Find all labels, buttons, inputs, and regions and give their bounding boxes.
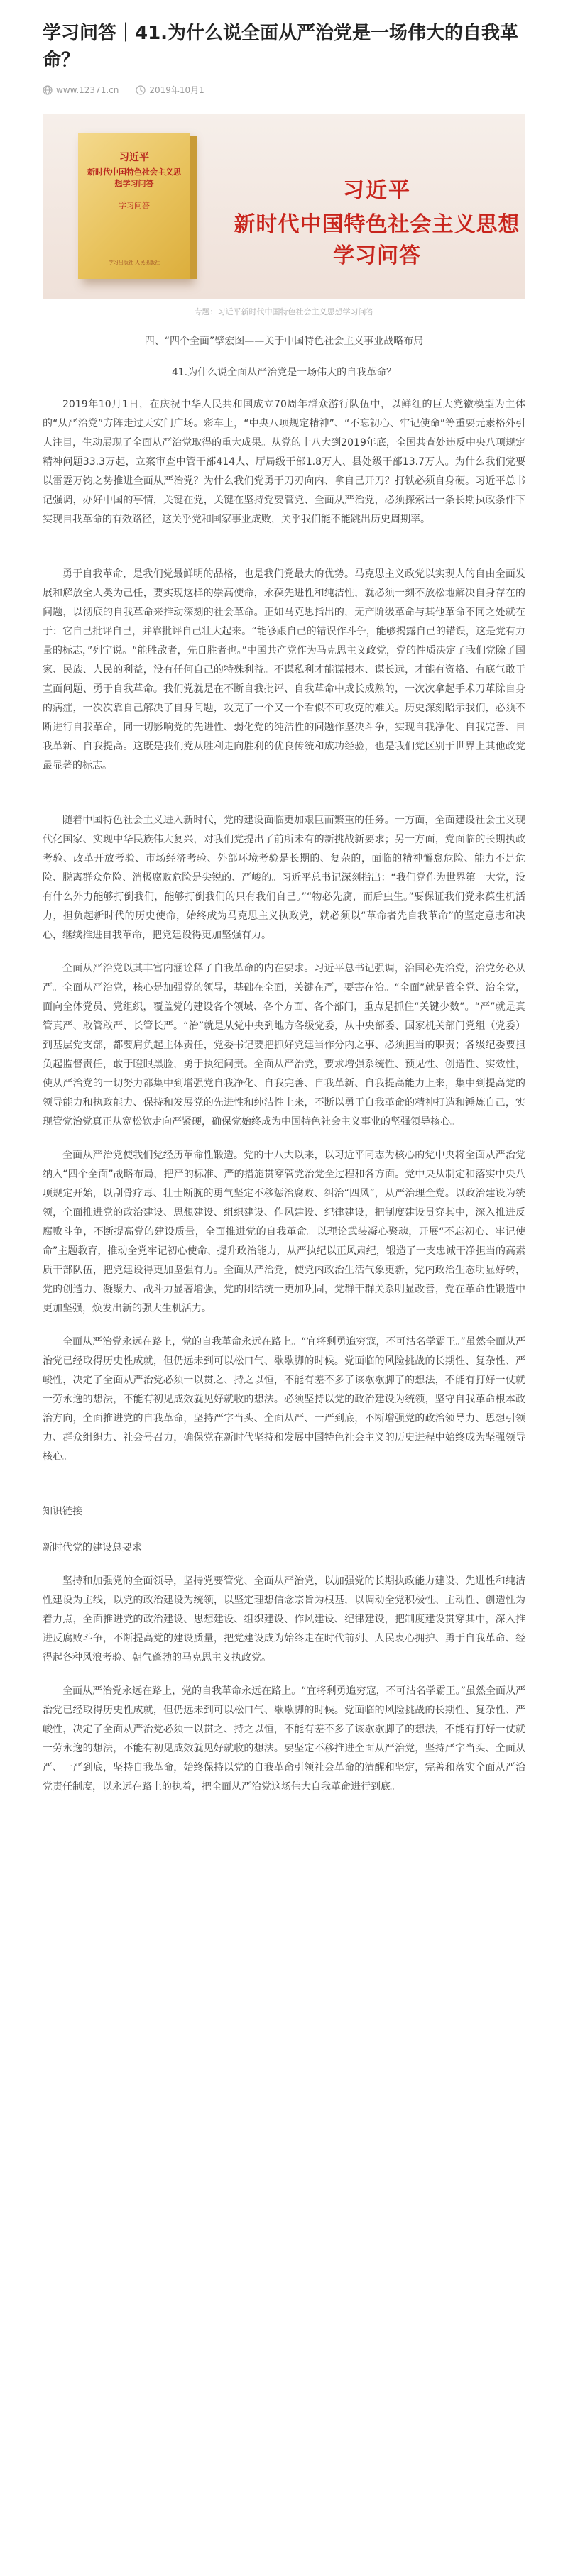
book-spine xyxy=(190,136,197,279)
body-paragraph: 全面从严治党永远在路上，党的自我革命永远在路上。“宜将剩勇追穷寇，不可沽名学霸王。”虽然全面从严治党已经取得历史性成就，但仍远未到可以松口气、歇歇脚的时候。党面临的风险挑战的长期性、复杂性、严峻性，决定了全面从严治党必须一以贯之、持之以恒，不能有差不多了该歇歇脚了的想法，不能有打好一仗就一劳永逸的想法，不能有初见成效就见好就收的想法。必须坚持以党的政治建设为统领，坚守自我革命根本政治方向，全面推进党的自我革命，坚持严字当头、全面从严、一严到底，不断增强党的政治领导力、思想引领力、群众组织力、社会号召力，确保党在新时代坚持和发展中国特色社会主义的历史进程中始终成为坚强领导核心。 xyxy=(43,1336,525,1463)
body-paragraph: 勇于自我革命，是我们党最鲜明的品格，也是我们党最大的优势。马克思主义政党以实现人的自由全面发展和解放全人类为己任，要实现这样的崇高使命，永葆先进性和纯洁性，就必须一刻不放松地解决自身存在的问题，以彻底的自我革命来推动深刻的社会革命。正如马克思指出的，无产阶级革命与其他革命不同之处就在于：它自己批评自己，并靠批评自己壮大起来。“能够跟自己的错误作斗争，能够揭露自己的错误，这是党有力量的标志，”列宁说。“能胜敌者，先自胜者也。”中国共产党作为马克思主义政党，党的性质决定了我们党除了国家、民族、人民的利益，没有任何自己的特殊利益。不谋私利才能谋根本、谋长远，才能有资格、有底气敢于直面问题、勇于自我革命。我们党就是在不断自我批评、自我革命中成长成熟的，一次次拿起手术刀革除自身的病症，一次次靠自己解决了自身问题，攻克了一个又一个看似不可攻克的难关。历史深刻昭示我们，必须不断进行自我革命，同一切影响党的先进性、弱化党的纯洁性的问题作坚决斗争，实现自我净化、自我完善、自我革新、自我提高。这既是我们党从胜利走向胜利的优良传统和成功经验，也是我们党区别于世界上其他政党最显著的标志。 xyxy=(43,568,525,771)
book-face xyxy=(78,133,190,279)
banner-caption[interactable]: 专题：习近平新时代中国特色社会主义思想学习问答 xyxy=(194,307,374,317)
knowledge-paragraph: 坚持和加强党的全面领导，坚持党要管党、全面从严治党，以加强党的长期执政能力建设、先进性和纯洁性建设为主线，以党的政治建设为统领，以坚定理想信念宗旨为根基，以调动全党积极性、主动性、创造性为着力点，全面推进党的政治建设、思想建设、组织建设、作风建设、纪律建设，把制度建设贯穿其中，深入推进反腐败斗争，不断提高党的建设质量，把党建设成为始终走在时代前列、人民衷心拥护、勇于自我革命、经得起各种风浪考验、朝气蓬勃的马克思主义执政党。 xyxy=(43,1575,525,1663)
article-meta xyxy=(43,84,525,96)
banner-title-line2 xyxy=(229,207,525,269)
globe-icon xyxy=(43,85,53,95)
clock-icon xyxy=(136,85,146,95)
book-cover-title: 新时代中国特色社会主义思想学习问答 xyxy=(87,167,181,188)
article-title: 学习问答｜41.为什么说全面从严治党是一场伟大的自我革命？ xyxy=(43,23,519,71)
book-cover-image xyxy=(78,133,197,279)
banner-title-main: 新时代中国特色社会主义思想 xyxy=(234,212,520,237)
banner-title-line1: 习近平 xyxy=(343,178,411,203)
article-header xyxy=(0,0,568,96)
book-cover-publisher: 学习出版社 人民出版社 xyxy=(108,260,160,265)
article-source[interactable]: www.12371.cn xyxy=(56,84,119,95)
article-date: 2019年10月1 xyxy=(149,85,204,95)
section-heading: 四、“四个全面”擘宏图——关于中国特色社会主义事业战略布局 xyxy=(144,336,424,347)
body-paragraph: 随着中国特色社会主义进入新时代，党的建设面临更加艰巨而繁重的任务。一方面，全面建设社会主义现代化国家、实现中华民族伟大复兴，对我们党提出了前所未有的新挑战新要求；另一方面，党面临的长期执政考验、改革开放考验、市场经济考验、外部环境考验是长期的、复杂的，面临的精神懈怠危险、能力不足危险、脱离群众危险、消极腐败危险是尖锐的、严峻的。习近平总书记深刻指出：“我们党作为世界第一大党，没有什么外力能够打倒我们，能够打倒我们的只有我们自己。”“物必先腐，而后虫生。”要保证我们党永葆生机活力，担负起新时代的历史使命，始终成为马克思主义执政党，就必须以“革命者先自我革命”的坚定意志和决心，继续推进自我革命，把党建设得更加坚强有力。 xyxy=(43,815,525,941)
body-paragraph: 2019年10月1日，在庆祝中华人民共和国成立70周年群众游行队伍中，以鲜红的巨大党徽模型为主体的“从严治党”方阵走过天安门广场。彩车上，“中央八项规定精神”、“不忘初心、牢记使命”等重要元素格外引人注目，生动展现了全面从严治党取得的重大成果。从党的十八大到2019年底，全国共查处违反中央八项规定精神问题33.3万起，立案审查中管干部414人、厅局级干部1.8万人、县处级干部13.7万人。为什么我们党要以雷霆万钧之势推进全面从严治党？为什么我们党勇于刀刃向内、拿自己开刀？打铁必须自身硬。习近平总书记强调，办好中国的事情，关键在党，关键在坚持党要管党、全面从严治党，必须探索出一条长期执政条件下实现自我革命的有效路径，这关乎党和国家事业成败，关乎我们能不能跳出历史周期率。 xyxy=(43,399,525,525)
knowledge-paragraph: 全面从严治党永远在路上，党的自我革命永远在路上。“宜将剩勇追穷寇，不可沽名学霸王。”虽然全面从严治党已经取得历史性成就，但仍远未到可以松口气、歇歇脚的时候。党面临的风险挑战的长期性、复杂性、严峻性，决定了全面从严治党必须一以贯之、持之以恒，不能有差不多了该歇歇脚了的想法，不能有打好一仗就一劳永逸的想法，不能有初见成效就见好就收的想法。要坚定不移推进全面从严治党，坚持严字当头、全面从严、一严到底，坚持自我革命，始终保持以党的自我革命引领社会革命的清醒和坚定，完善和落实全面从严治党责任制度，以永远在路上的执着，把全面从严治党这场伟大自我革命进行到底。 xyxy=(43,1685,525,1793)
book-cover-subtitle: 学习问答 xyxy=(119,201,150,210)
feature-banner[interactable] xyxy=(43,114,525,299)
question-heading: 41.为什么说全面从严治党是一场伟大的自我革命？ xyxy=(171,367,397,378)
date-item xyxy=(136,84,204,96)
article-body xyxy=(0,333,568,1797)
knowledge-link-title: 新时代党的建设总要求 xyxy=(43,1542,142,1553)
source-item[interactable] xyxy=(43,85,119,95)
knowledge-link-label: 知识链接 xyxy=(43,1506,82,1517)
body-paragraph: 全面从严治党以其丰富内涵诠释了自我革命的内在要求。习近平总书记强调，治国必先治党，治党务必从严。全面从严治党，核心是加强党的领导，基础在全面，关键在严，要害在治。“全面”就是管全党、治全党，面向全体党员、党组织，覆盖党的建设各个领域、各个方面、各个部门，重点是抓住“关键少数”。“严”就是真管真严、敢管敢严、长管长严。“治”就是从党中央到地方各级党委，从中央部委、国家机关部门党组（党委）到基层党支部，都要肩负起主体责任，党委书记要把抓好党建当作分内之事、必须担当的职责；各级纪委要担负起监督责任，敢于瞪眼黑脸，勇于执纪问责。全面从严治党，要求增强系统性、预见性、创造性、实效性，使从严治党的一切努力都集中到增强党自我净化、自我完善、自我革新、自我提高能力上来，集中到提高党的领导能力和执政能力、保持和发展党的先进性和纯洁性上来，不断以勇于自我革命的精神打造和锤炼自己，实现管党治党真正从宽松软走向严紧硬，确保党始终成为中国特色社会主义事业的坚强领导核心。 xyxy=(43,963,525,1128)
body-paragraph: 全面从严治党使我们党经历革命性锻造。党的十八大以来，以习近平同志为核心的党中央将全面从严治党纳入“四个全面”战略布局，把严的标准、严的措施贯穿管党治党全过程和各方面。党中央从制定和落实中央八项规定开始，以刮骨疗毒、壮士断腕的勇气坚定不移惩治腐败、纠治“四风”，从严治理全党。以政治建设为统领，全面推进党的政治建设、思想建设、组织建设、作风建设、纪律建设，把制度建设贯穿其中，深入推进反腐败斗争，不断提高党的建设质量，全面推进党的自我革命。以理论武装凝心聚魂，开展“不忘初心、牢记使命”主题教育，推动全党牢记初心使命、提升政治能力，从严执纪以正风肃纪，锻造了一支忠诚干净担当的高素质干部队伍，把党建设得更加坚强有力。全面从严治党，使党内政治生活气象更新，党内政治生态明显好转，党的创造力、凝聚力、战斗力显著增强，党的团结统一更加巩固，党群干群关系明显改善，党在革命性锻造中更加坚强，焕发出新的强大生机活力。 xyxy=(43,1150,525,1314)
book-cover-author: 习近平 xyxy=(119,152,149,163)
banner-title-sub: 学习问答 xyxy=(333,243,421,268)
